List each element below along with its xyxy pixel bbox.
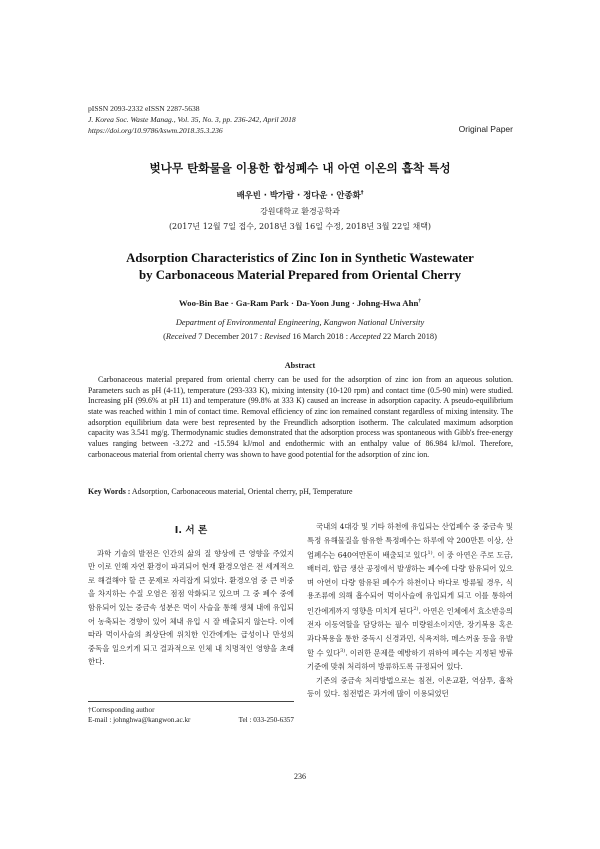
keywords-label: Key Words : <box>88 487 131 496</box>
english-dates: (Received 7 December 2017 : Revised 16 March 2018 : Accepted 22 March 2018) <box>163 332 437 341</box>
intro-paragraph-2: 국내의 4대강 및 기타 하천에 유입되는 산업폐수 중 중금속 및 특정 유해물질을 함유한 특정폐수는 하루에 약 200만톤 이상, 산업폐수는 640여만톤이 배출되고 있다$^{1)}$. 이 중 아연은 주로 도금, 배터리, 합금 생산 공정에서 발생하는 폐수에 다량 함유되어 있으며 아연이 다량 함유된 폐수가 하천이나 바다로 방류될 경우, 식용조류에 의해 흡수되어 먹이사슬에 유입되게 되고 이를 통하여 인간에게까지 영향을 미치게 된다$^{2)}$. 아연은 인체에서 효소반응의 전자 이동역할을 담당하는 필수 미량원소이지만, 장기복용 혹은 과다복용을 통한 중독시 신경과민, 식욕저하, 메스꺼움 등을 유발할 수 있다$^{3)}$. 이러한 문제를 예방하기 위하여 폐수는 지정된 방류기준에 맞춰 처리하여 방류하도록 규정되어 있다. <box>307 522 514 672</box>
english-affiliation: Department of Environmental Engineering, Kangwon National University <box>175 318 425 327</box>
footnote <box>88 705 294 725</box>
received-label: Received <box>165 332 197 341</box>
revised-label: Revised <box>264 332 291 341</box>
english-title-line-1: Adsorption Characteristics of Zinc Ion in Synthetic Wastewater <box>126 251 474 265</box>
keywords <box>88 487 513 496</box>
abstract-heading: Abstract <box>284 361 316 370</box>
page-number: 236 <box>294 772 306 781</box>
keywords-text: Adsorption, Carbonaceous material, Oriental cherry, pH, Temperature <box>130 487 353 496</box>
korean-dates: (2017년 12월 7일 접수, 2018년 3월 16일 수정, 2018년 3월 22일 채택) <box>168 222 432 231</box>
english-title-line-2: by Carbonaceous Material Prepared from Oriental Cherry <box>139 268 461 282</box>
accepted-label: Accepted <box>350 332 381 341</box>
korean-authors <box>0 189 600 201</box>
corresponding-mark-en: † <box>418 298 422 305</box>
journal-citation: J. Korea Soc. Waste Manag., Vol. 35, No. 3, pp. 236-242, April 2018 <box>88 115 296 124</box>
issn-line: pISSN 2093-2332 eISSN 2287-5638 <box>88 104 200 113</box>
intro-paragraph-1: 과학 기술의 발전은 인간의 삶의 질 향상에 큰 영향을 주었지만 이로 인해 자연 환경이 파괴되어 현재 환경오염은 전 세계적으로 해결해야 할 큰 문제로 자리잡게 되었다. 환경오염 중 큰 비중을 차지하는 수질 오염은 점점 악화되고 있으며 그 중 폐수 중에 함유되어 있는 중금속 성분은 먹이 사슬을 통해 생체 내에 유입되어 농축되는 경향이 있어 체내 유입 시 잘 배출되지 않는다. 이에 따라 먹이사슬의 최상단에 위치한 인간에게는 급성이나 만성의 중독을 일으키게 되고 결과적으로 인체 내 치명적인 영향을 초래한다. <box>88 548 294 667</box>
right-column <box>307 520 513 701</box>
korean-title: 벚나무 탄화물을 이용한 합성폐수 내 아연 이온의 흡착 특성 <box>149 161 451 175</box>
abstract-body: Carbonaceous material prepared from oriental cherry can be used for the adsorption of zinc ion from an aqueous solution. Parameters such as pH (4-11), temperature (293-333 K), mixing intensity (10-120 rpm) and contact time (0.5-90 min) were studied. Increasing pH (99.6% at pH 11) and temperature (99.8% at 333 K) caused an increase in adsorption capacity. A pseudo-equilibrium state was reached within 1 min of contact time. Removal efficiency of zinc ion remained constant regardless of mixing intensity. The adsorption equilibrium data were best represented by the Freundlich adsorption isotherm. The calculated maximum adsorption capacity was 3.541 mg/g. Thermodynamic studies demonstrated that the adsorption process was spontaneous with Gibb's free-energy values ranging between -3.272 and -15.594 kJ/mol and endothermic with an enthalpy value of 86.984 kJ/mol. Therefore, carbonaceous material from oriental cherry was shown to have good potential for the adsorption of zinc ion. <box>88 375 513 459</box>
journal-header <box>88 103 518 136</box>
received-date: 7 December 2017 <box>196 332 258 341</box>
english-author-names: Woo-Bin Bae · Ga-Ram Park · Da-Yoon Jung · Johng-Hwa Ahn <box>178 298 419 308</box>
intro-paragraph-3: 기존의 중금속 처리방법으로는 침전, 이온교환, 역삼투, 흡착 등이 있다. 침전법은 과거에 많이 이용되었던 <box>307 675 513 699</box>
korean-author-names: 배우빈 · 박가람 · 정다운 · 안종화 <box>236 190 361 200</box>
revised-date: 16 March 2018 <box>290 332 344 341</box>
corresponding-mark: † <box>360 190 364 197</box>
english-authors <box>0 298 600 308</box>
footnote-divider <box>88 701 294 702</box>
reference-1: 1) <box>427 550 433 557</box>
english-title <box>0 250 600 284</box>
author-email[interactable]: E-mail : johnghwa@kangwon.ac.kr <box>88 716 191 724</box>
doi-link[interactable]: https://doi.org/10.9786/kswm.2018.35.3.236 <box>88 126 223 135</box>
author-tel: Tel : 033-250-6357 <box>238 716 294 724</box>
left-column <box>88 520 294 669</box>
reference-3: 3) <box>340 648 346 655</box>
section-title: I. 서 론 <box>174 525 208 536</box>
accepted-date: 22 March 2018 <box>380 332 435 341</box>
corresponding-author-label: †Corresponding author <box>88 706 155 714</box>
paper-type-label: Original Paper <box>458 124 513 134</box>
korean-affiliation: 강원대학교 환경공학과 <box>260 207 340 216</box>
reference-2: 2) <box>413 606 419 612</box>
